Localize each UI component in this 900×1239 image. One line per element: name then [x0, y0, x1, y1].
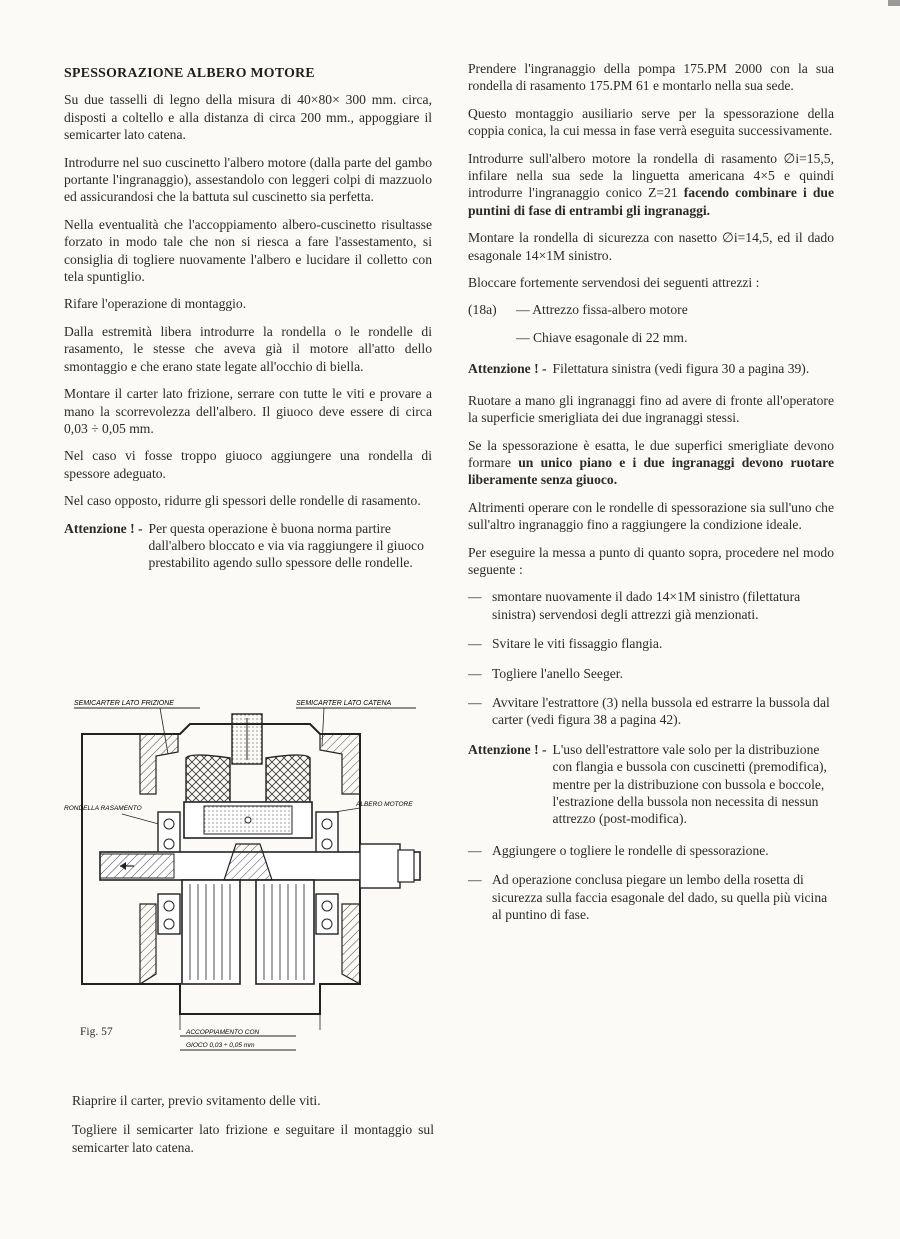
step-text: Togliere l'anello Seeger. — [492, 665, 623, 681]
paragraph — [468, 437, 834, 489]
paragraph: Per eseguire la messa a punto di quanto sopra, procedere nel modo seguente : — [468, 544, 834, 577]
bottom-left-text — [72, 1092, 434, 1166]
left-column — [64, 60, 432, 582]
step-item — [468, 635, 834, 652]
callout-accoppiamento: ACCOPPIAMENTO CON — [186, 1029, 260, 1036]
paragraph: Ruotare a mano gli ingranaggi fino ad avere di fronte all'operatore la superficie smerigliata dei due ingranaggi stessi. — [468, 392, 834, 426]
engine-crankshaft-diagram — [60, 694, 432, 1054]
attention-note — [468, 360, 834, 377]
paragraph: Nel caso opposto, ridurre gli spessori delle rondelle di rasamento. — [64, 493, 421, 509]
right-column — [468, 60, 834, 935]
step-item — [468, 871, 834, 923]
paragraph: Dalla estremità libera introdurre la rondella o le rondelle di rasamento, le stesse che aveva già il motore all'atto dello smontaggio e che erano state legate all'occhio di biella. — [64, 323, 432, 374]
attention-label: Attenzione ! - — [468, 361, 547, 377]
paragraph: Su due tasselli di legno della misura di 40×80× 300 mm. circa, disposti a coltello e alla distanza di circa 200 mm., appoggiare il semicarter lato catena. — [64, 92, 432, 143]
step-text: Ad operazione conclusa piegare un lembo della rosetta di sicurezza sulla faccia esagonale del dado, su quella più vicina al puntino di fase. — [492, 872, 828, 923]
paragraph-bold-text: facendo combinare i due puntini di fase di entrambi gli ingranaggi. — [468, 185, 835, 218]
paragraph — [468, 150, 834, 220]
paragraph: Bloccare fortemente servendosi dei seguenti attrezzi : — [468, 275, 760, 291]
figure-label: Fig. 57 — [80, 1026, 113, 1038]
attention-text: L'uso dell'estrattore vale solo per la distribuzione con flangia e bussola con cuscinetti (premodifica), mentre per la distribuzione con bussola e boccole, l'estrazione della bussola non necessita di nessun attrezzo (post-modifica). — [552, 741, 827, 827]
paragraph: Riaprire il carter, previo svitamento delle viti. — [72, 1093, 321, 1108]
attention-text: Filettatura sinistra (vedi figura 30 a pagina 39). — [552, 361, 810, 377]
page-edge-mark — [888, 0, 900, 6]
dash-mark: — — [468, 589, 482, 605]
attention-text: Per questa operazione è buona norma partire dall'albero bloccato e via via raggiungere il giuoco prestabilito agendo sullo spessore delle rondelle. — [148, 520, 424, 571]
paragraph: Togliere il semicarter lato frizione e seguitare il montaggio sul semicarter lato catena. — [72, 1122, 434, 1155]
callout-albero-motore: ALBERO MOTORE — [356, 801, 413, 808]
callout-semicarter-catena: SEMICARTER LATO CATENA — [296, 700, 392, 707]
paragraph: Nella eventualità che l'accoppiamento albero-cuscinetto risultasse forzato in modo tale che non si riesca a fare l'assestamento, si consiglia di togliere nuovamente l'albero e lucidare il colletto con tela spuntiglio. — [64, 216, 432, 285]
dash-mark: — — [468, 636, 482, 652]
attention-note — [468, 741, 834, 828]
dash-mark: — — [468, 665, 482, 681]
step-item — [468, 842, 834, 859]
tool-name: — Attrezzo fissa-albero motore — [516, 302, 688, 318]
tool-list-item: — Chiave esagonale di 22 mm. — [516, 329, 688, 345]
paragraph: Montare la rondella di sicurezza con nasetto ∅i=14,5, ed il dado esagonale 14×1M sinistro. — [468, 230, 834, 263]
paragraph: Rifare l'operazione di montaggio. — [64, 296, 247, 312]
attention-note — [64, 520, 432, 572]
step-text: smontare nuovamente il dado 14×1M sinistro (filettatura sinistra) servendosi degli attrezzi già menzionati. — [492, 589, 801, 622]
step-item — [468, 694, 834, 729]
paragraph: Montare il carter lato frizione, serrare con tutte le viti e provare a mano la scorrevolezza dell'albero. Il giuoco deve essere di circa 0,03 ÷ 0,05 mm. — [64, 386, 432, 436]
tool-list-item — [468, 301, 834, 318]
callout-gioco: GIOCO 0,03 ÷ 0,05 mm — [186, 1042, 255, 1049]
paragraph: Prendere l'ingranaggio della pompa 175.PM 2000 con la sua rondella di rasamento 175.PM 61 e montarlo nella sua sede. — [468, 61, 834, 94]
step-text: Avvitare l'estrattore (3) nella bussola ed estrarre la bussola dal carter (vedi figura 38 a pagina 42). — [492, 694, 830, 728]
paragraph: Altrimenti operare con le rondelle di spessorazione sia sull'uno che sull'altro ingranaggio fino a raggiungere la condizione ideale. — [468, 499, 834, 533]
paragraph-text: Introdurre sull'albero motore la rondella di rasamento ∅i=15,5, infilare nella sua sede la linguetta americana 4×5 e quindi introdurre l'ingranaggio conico Z=21 — [468, 150, 834, 201]
dash-mark: — — [468, 694, 482, 710]
step-item — [468, 665, 834, 682]
callout-semicarter-frizione: SEMICARTER LATO FRIZIONE — [74, 700, 174, 707]
section-heading: SPESSORAZIONE ALBERO MOTORE — [64, 65, 315, 80]
paragraph: Questo montaggio ausiliario serve per la spessorazione della coppia conica, la cui messa in fase verrà eseguita successivamente. — [468, 105, 834, 139]
callout-rondella-rasamento: RONDELLA RASAMENTO — [64, 805, 142, 812]
step-item — [468, 588, 834, 623]
paragraph-text: Se la spessorazione è esatta, le due superfici smerigliate devono formare — [468, 437, 834, 470]
paragraph-bold-text: un unico piano e i due ingranaggi devono ruotare liberamente senza giuoco. — [468, 454, 834, 488]
step-text: Aggiungere o togliere le rondelle di spessorazione. — [492, 842, 769, 858]
tool-code: (18a) — [468, 302, 497, 318]
attention-label: Attenzione ! - — [468, 741, 547, 757]
dash-mark: — — [468, 872, 482, 888]
dash-mark: — — [468, 842, 482, 858]
paragraph: Introdurre nel suo cuscinetto l'albero motore (dalla parte del gambo portante l'ingranaggio), assestandolo con leggeri colpi di mazzuolo ed assicurandosi che la battuta sul cuscinetto sia perfetta. — [64, 154, 432, 205]
step-text: Svitare le viti fissaggio flangia. — [492, 636, 663, 652]
attention-label: Attenzione ! - — [64, 520, 143, 536]
paragraph: Nel caso vi fosse troppo giuoco aggiungere una rondella di spessore adeguato. — [64, 448, 432, 481]
